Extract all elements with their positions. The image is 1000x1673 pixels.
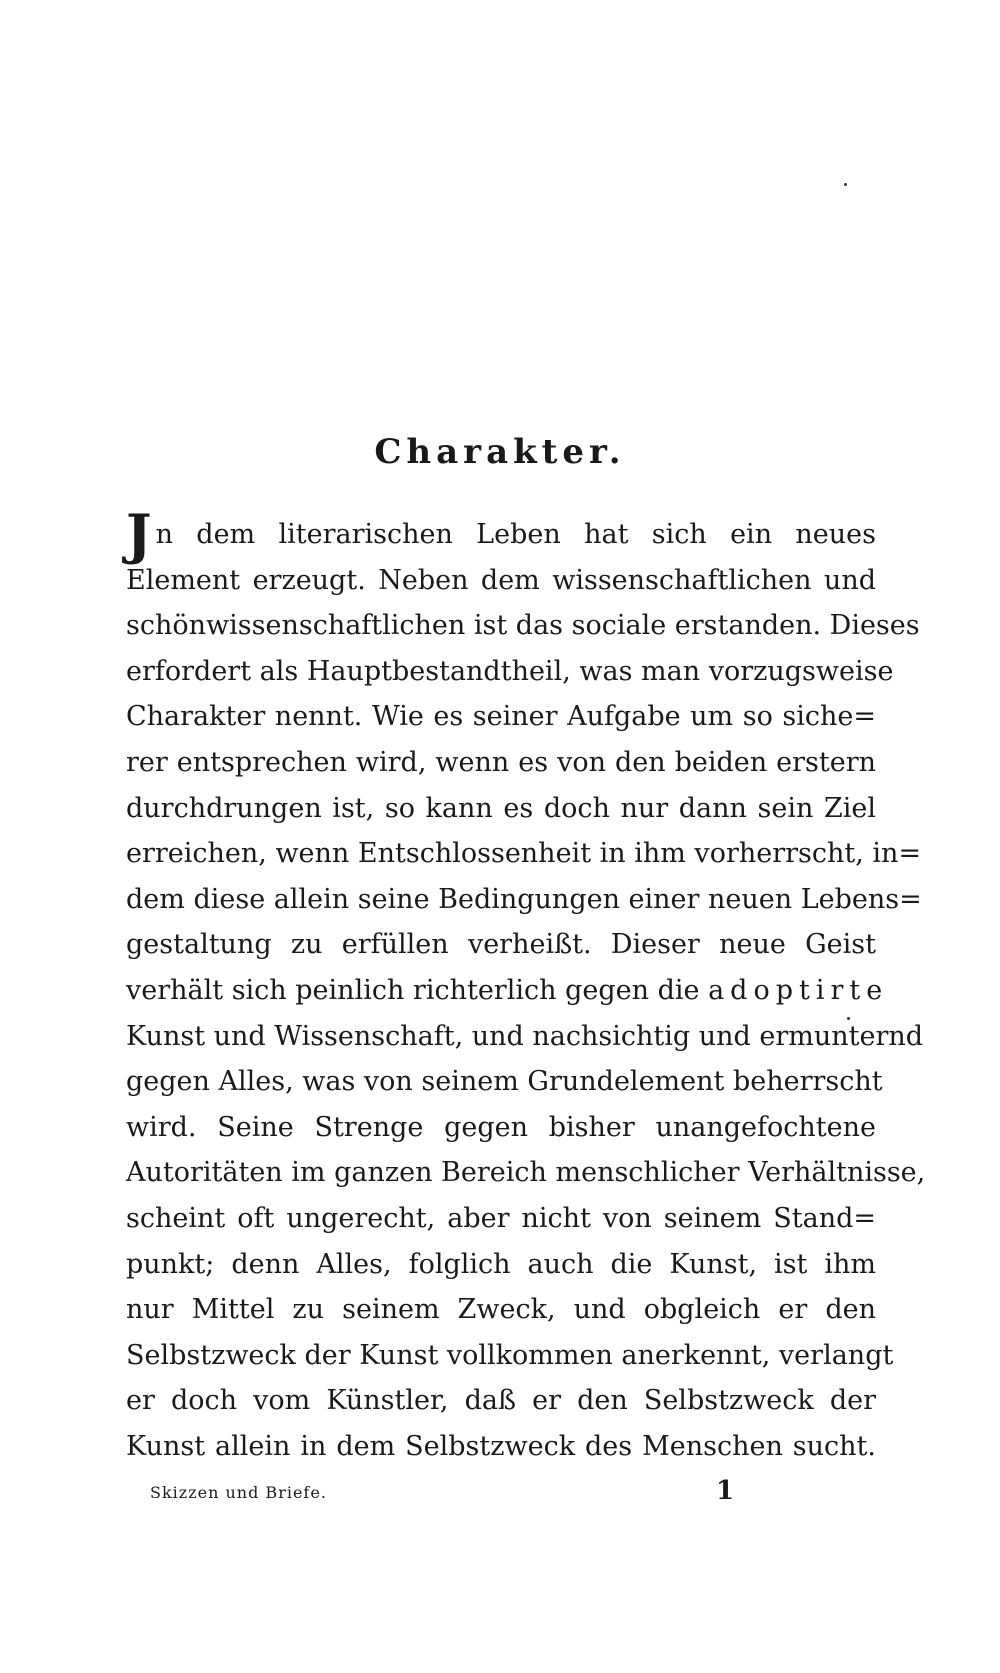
text-line-15: Autoritäten im ganzen Bereich menschlicher Verhältnisse, (126, 1157, 926, 1189)
text-line-14: wird. Seine Strenge gegen bisher unangefochtene (126, 1111, 876, 1143)
text-line-16: scheint oft ungerecht, aber nicht von seinem Stand= (126, 1202, 876, 1234)
drop-cap: J (126, 502, 152, 566)
text-line-9: dem diese allein seine Bedingungen einer neuen Lebens= (126, 883, 922, 915)
text-line-10: gestaltung zu erfüllen verheißt. Dieser neue Geist (126, 929, 876, 961)
footer-signature: Skizzen und Briefe. (150, 1483, 327, 1502)
text-line-20: er doch vom Künstler, daß er den Selbstzweck der (126, 1385, 876, 1417)
print-speck (844, 183, 847, 186)
text-line-13: gegen Alles, was von seinem Grundelement beherrscht (126, 1066, 883, 1098)
text-line-18: nur Mittel zu seinem Zweck, und obgleich er den (126, 1294, 876, 1326)
text-line-21: Kunst allein in dem Selbstzweck des Menschen sucht. (126, 1430, 876, 1462)
text-line-19: Selbstzweck der Kunst vollkommen anerkennt, verlangt (126, 1339, 894, 1371)
text-line-2: Element erzeugt. Neben dem wissenschaftlichen und (126, 564, 876, 596)
text-line-7: durchdrungen ist, so kann es doch nur dann sein Ziel (126, 792, 876, 824)
text-line-1: Jn dem literarischen Leben hat sich ein neues (126, 502, 876, 566)
text-line-11: verhält sich peinlich richterlich gegen die adoptirte (126, 974, 889, 1006)
text-line-17: punkt; denn Alles, folglich auch die Kunst, ist ihm (126, 1248, 876, 1280)
text-line-12: Kunst und Wissenschaft, und nachsichtig und ermunternd (126, 1020, 924, 1052)
text-line-3: schönwissenschaftlichen ist das sociale erstanden. Dieses (126, 610, 920, 642)
page-number: 1 (716, 1476, 735, 1506)
text-line-4: erfordert als Hauptbestandtheil, was man vorzugsweise (126, 655, 894, 687)
text-line-6: rer entsprechen wird, wenn es von den beiden erstern (126, 746, 876, 778)
text-line-5: Charakter nennt. Wie es seiner Aufgabe um so siche= (126, 701, 876, 733)
chapter-title: Charakter. (374, 432, 626, 472)
spaced-emphasis: adoptirte (708, 974, 889, 1006)
text-line-8: erreichen, wenn Entschlossenheit in ihm vorherrscht, in= (126, 838, 922, 870)
body-text (126, 502, 926, 1469)
